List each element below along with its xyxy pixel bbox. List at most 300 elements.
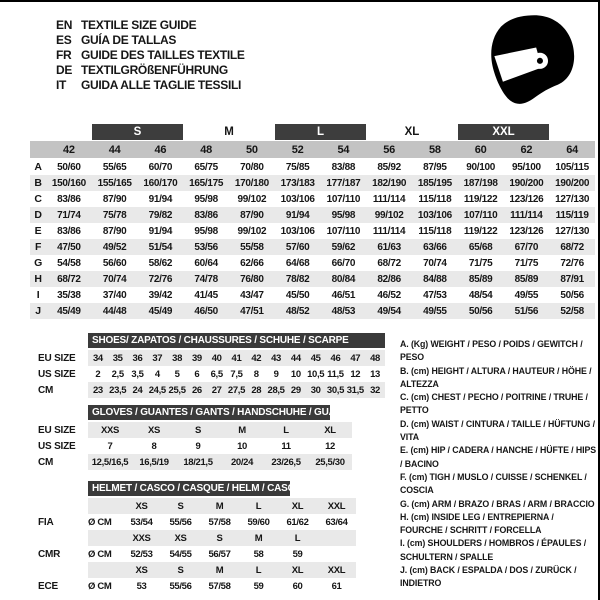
size-value: 41 (231, 352, 242, 364)
size-value: S (195, 424, 201, 436)
measurement-row-label: G (34, 257, 42, 269)
row-label (30, 562, 88, 578)
size-value: 52/58 (560, 305, 584, 317)
size-group-label (46, 124, 92, 140)
numeric-size: 48 (200, 143, 212, 156)
helmet-value-row (30, 514, 356, 530)
size-value: M (238, 424, 246, 436)
size-value: 45 (310, 352, 321, 364)
size-value: 95/100 (511, 161, 541, 173)
language-code: DE (56, 62, 73, 77)
size-value: 95/98 (194, 193, 218, 205)
empty-cell (88, 530, 122, 546)
size-value: 45/50 (285, 289, 310, 301)
size-value: 170/180 (234, 177, 269, 189)
racing-helmet-icon (482, 8, 577, 108)
size-label: XXL (327, 500, 346, 512)
empty-cell (88, 562, 122, 578)
size-value: 103/106 (417, 209, 452, 221)
size-value: 83/86 (194, 209, 218, 221)
language-code: IT (56, 77, 67, 92)
size-value: 40 (211, 352, 222, 364)
size-value: 55/65 (102, 161, 127, 173)
table-title: HELMET / CASCO / CASQUE / HELM / CASCO (88, 481, 290, 496)
legend-item: D. (cm) WAIST / CINTURA / TAILLE / HÜFTUNG / VITA (400, 418, 595, 443)
size-value: 60 (292, 580, 303, 592)
diameter-unit-label: Ø CM (88, 580, 112, 592)
size-value: 64/68 (285, 257, 310, 269)
size-value: 31,5 (346, 384, 364, 396)
legend-item: H. (cm) INSIDE LEG / ENTREPIERNA / FOURCHE / SCHRITT / FORCELLA (400, 511, 554, 536)
size-value: 91/94 (148, 225, 173, 237)
size-value: 66/70 (331, 257, 356, 269)
size-value: 83/86 (57, 193, 81, 205)
gloves-size-table (30, 405, 352, 470)
size-label: M (254, 532, 263, 544)
size-value: 99/102 (374, 209, 404, 221)
size-value: 127/130 (555, 193, 590, 205)
size-value: 16,5/19 (139, 456, 169, 468)
size-value: 57/58 (208, 516, 231, 528)
size-label: L (255, 500, 262, 512)
size-value: 63/66 (423, 241, 447, 253)
size-value: 54/58 (57, 257, 81, 269)
size-value: 38 (172, 352, 183, 364)
language-row (56, 32, 245, 47)
size-value: 9 (273, 368, 279, 380)
size-value: 18/21,5 (183, 456, 213, 468)
size-value: 50/56 (468, 305, 493, 317)
size-value: 44/48 (102, 305, 127, 317)
size-value: 46/51 (331, 289, 356, 301)
size-value: 50/56 (560, 289, 584, 301)
value-strip (88, 546, 356, 562)
size-value: 185/195 (417, 177, 452, 189)
language-title-list (56, 17, 245, 92)
size-value: 2,5 (111, 368, 124, 380)
size-value: 11 (281, 440, 291, 452)
size-value: 57/60 (285, 241, 310, 253)
numeric-size: 60 (474, 143, 487, 156)
size-value: 62/66 (240, 257, 264, 269)
size-value: 74/78 (194, 273, 218, 285)
row-label (30, 498, 88, 514)
size-value: 85/89 (468, 273, 493, 285)
size-label: L (255, 564, 262, 576)
size-value: 60/64 (194, 257, 218, 269)
size-value: 10,5 (307, 368, 325, 380)
size-value: 85/89 (514, 273, 539, 285)
size-value: 49/54 (377, 305, 401, 317)
size-value: 12 (350, 368, 361, 380)
legend-item: I. (cm) SHOULDERS / HOMBROS / ÉPAULES / SCHULTERN / SPALLE (400, 538, 587, 562)
size-value: 87/91 (560, 273, 584, 285)
size-value: 48/53 (331, 305, 356, 317)
size-value: 2 (95, 368, 101, 380)
size-value: 71/75 (468, 257, 493, 269)
size-group-label: XL (404, 126, 420, 138)
size-label: XL (291, 564, 304, 576)
size-value: 71/75 (514, 257, 539, 269)
size-value: 47/50 (57, 241, 81, 253)
size-value: 78/82 (285, 273, 310, 285)
guide-title: TEXTILE SIZE GUIDE (81, 17, 197, 32)
helmet-value-row (30, 546, 356, 562)
size-group-bar: S (92, 124, 184, 140)
size-value: L (283, 424, 289, 436)
size-value: 65/75 (194, 161, 218, 173)
size-label: XS (174, 532, 187, 544)
guide-title: TEXTILGRÖßENFÜHRUNG (81, 62, 228, 77)
size-value: 75/85 (285, 161, 310, 173)
guide-title: GUIDA ALLE TAGLIE TESSILI (81, 77, 242, 92)
value-strip (88, 422, 352, 438)
language-row (56, 77, 245, 92)
numeric-size: 62 (520, 143, 533, 156)
size-value: 111/114 (372, 193, 406, 205)
diameter-unit-label: Ø CM (88, 516, 112, 528)
size-value: 103/106 (280, 225, 315, 237)
measurement-row-label: E (34, 225, 42, 237)
size-value: 29 (290, 384, 301, 396)
standard-label: CMR (38, 548, 61, 560)
size-group-label: M (224, 126, 234, 138)
language-row (56, 47, 245, 62)
size-value: 150/160 (51, 177, 86, 189)
size-value: 61/63 (377, 241, 401, 253)
size-value: 30,5 (326, 384, 344, 396)
size-value: 54/55 (169, 548, 192, 560)
size-value: 71/74 (57, 209, 81, 221)
numeric-size: 64 (566, 143, 578, 156)
size-value: 55/56 (169, 516, 192, 528)
size-value: 87/90 (102, 193, 127, 205)
size-value: 68/72 (560, 241, 584, 253)
row-label: CM (38, 456, 54, 468)
size-value: 107/110 (326, 193, 361, 205)
size-value: 51/56 (514, 305, 539, 317)
measurement-row-label: J (35, 305, 41, 317)
size-value: 87/95 (423, 161, 447, 173)
size-value: 26 (191, 384, 202, 396)
measurement-row (30, 271, 595, 287)
size-value: 25,5/30 (315, 456, 345, 468)
size-value: 115/118 (418, 225, 452, 237)
measurement-row (30, 223, 595, 239)
language-code: EN (56, 17, 73, 32)
size-value: 51/54 (148, 241, 173, 253)
size-value: 28,5 (267, 384, 285, 396)
size-value: 47/51 (240, 305, 264, 317)
numeric-size: 58 (429, 143, 441, 156)
size-value: 48/52 (285, 305, 310, 317)
size-value: 39 (191, 352, 202, 364)
size-value: 63/64 (325, 516, 348, 528)
size-value: 12,5/16,5 (91, 456, 129, 468)
size-value: 90/100 (466, 161, 496, 173)
size-value: 28 (251, 384, 262, 396)
size-value: 37/40 (102, 289, 127, 301)
legend-item: B. (cm) HEIGHT / ALTURA / HAUTEUR / HÖHE / ALTEZZA (400, 365, 592, 389)
numeric-size: 50 (246, 143, 258, 156)
size-value: 60/70 (148, 161, 173, 173)
size-label: M (215, 564, 224, 576)
size-value: 20/24 (230, 456, 254, 468)
size-value: 58 (253, 548, 264, 560)
size-value: XS (148, 424, 160, 436)
value-strip (88, 382, 385, 398)
language-row (56, 17, 245, 32)
size-label: XXL (327, 564, 346, 576)
size-value: 103/106 (280, 193, 315, 205)
size-value: 123/126 (509, 193, 544, 205)
measurement-row-label: B (34, 177, 42, 189)
size-label: XS (135, 564, 148, 576)
size-value: 6,5 (210, 368, 223, 380)
size-value: 61 (331, 580, 342, 592)
size-value: 4 (154, 368, 160, 380)
size-value: 87/90 (102, 225, 127, 237)
size-value: 56/60 (102, 257, 127, 269)
measurement-row (30, 207, 595, 223)
size-strip (88, 530, 356, 546)
size-value: 80/84 (331, 273, 356, 285)
guide-title: GUÍA DE TALLAS (81, 32, 177, 47)
size-value: 119/122 (463, 225, 498, 237)
legend-item: C. (cm) CHEST / PECHO / POITRINE / TRUHE / PETTO (400, 392, 588, 416)
standard-label: ECE (38, 580, 58, 592)
size-value: 72/76 (560, 257, 584, 269)
numeric-size: 46 (154, 143, 167, 156)
size-value: 59 (292, 548, 303, 560)
size-value: 10 (290, 368, 301, 380)
size-value: 23/26,5 (271, 456, 301, 468)
helmet-size-row (30, 530, 356, 546)
diameter-unit-label: Ø CM (88, 548, 112, 560)
helmet-size-row (30, 562, 356, 578)
size-value: 46/52 (377, 289, 401, 301)
table-row (30, 422, 352, 438)
measurement-row-label: C (34, 193, 42, 205)
numeric-size: 42 (63, 143, 75, 156)
size-label: S (177, 500, 184, 512)
size-value: 53/56 (194, 241, 218, 253)
table-row (30, 438, 352, 454)
size-value: 68/72 (57, 273, 81, 285)
legend-item: J. (cm) BACK / ESPALDA / DOS / ZURÜCK / INDIETRO (400, 565, 577, 589)
size-value: 190/200 (509, 177, 544, 189)
measurement-row-label: A (34, 161, 42, 173)
size-value: 50/60 (57, 161, 81, 173)
size-value: 127/130 (555, 225, 590, 237)
measurement-legend (400, 338, 597, 591)
size-value: 8 (253, 368, 259, 380)
size-value: 87/90 (240, 209, 264, 221)
size-value: 79/82 (148, 209, 173, 221)
size-value: 84/88 (423, 273, 447, 285)
value-strip (88, 514, 356, 530)
size-value: 56/57 (208, 548, 231, 560)
size-value: 91/94 (148, 193, 173, 205)
size-value: 76/80 (240, 273, 264, 285)
size-value: 75/78 (102, 209, 127, 221)
size-value: 43 (271, 352, 281, 364)
table-title: SHOES/ ZAPATOS / CHAUSSURES / SCHUHE / SCARPE (88, 333, 385, 348)
size-value: 23,5 (109, 384, 127, 396)
textile-size-table (30, 124, 595, 319)
size-value: 8 (151, 440, 157, 452)
size-value: 187/198 (463, 177, 498, 189)
size-value: 68/72 (377, 257, 401, 269)
measurement-row-label: H (34, 273, 42, 285)
measurement-row (30, 287, 595, 303)
size-value: 190/200 (555, 177, 590, 189)
value-strip (88, 350, 385, 366)
size-value: 7 (107, 440, 113, 452)
legend-item: E. (cm) HIP / CADERA / HANCHE / HÜFTE / HIPS / BACINO (400, 445, 596, 469)
legend-item: G. (cm) ARM / BRAZO / BRAS / ARM / BRACCIO (400, 498, 595, 509)
size-value: 165/175 (189, 177, 224, 189)
shoes-size-table (30, 333, 385, 398)
value-strip (88, 454, 352, 470)
size-value: 59/62 (331, 241, 356, 253)
size-value: 160/170 (143, 177, 178, 189)
size-label: M (215, 500, 224, 512)
language-row (56, 62, 245, 77)
size-value: 49/55 (514, 289, 539, 301)
size-value: 46 (330, 352, 341, 364)
size-group-bar: XXL (458, 124, 550, 140)
size-group-header-row (30, 124, 595, 140)
size-value: 25,5 (168, 384, 186, 396)
size-value: 99/102 (237, 225, 267, 237)
size-value: 36 (132, 352, 143, 364)
size-value: 46/50 (194, 305, 218, 317)
helmet-value-row (30, 578, 356, 594)
measurement-row (30, 255, 595, 271)
measurement-row-label: I (36, 289, 40, 301)
size-value: 83/86 (57, 225, 81, 237)
row-label: EU SIZE (38, 424, 76, 436)
size-value: 70/80 (240, 161, 264, 173)
size-value: 182/190 (372, 177, 407, 189)
size-value: 47 (350, 352, 361, 364)
size-value (317, 546, 356, 562)
size-value: 53 (136, 580, 147, 592)
size-label: L (294, 532, 301, 544)
size-value: 45/49 (57, 305, 81, 317)
size-value: 49/52 (102, 241, 127, 253)
size-value: 72/76 (148, 273, 173, 285)
value-strip (88, 366, 385, 382)
size-value: 67/70 (514, 241, 539, 253)
size-value: 27,5 (227, 384, 246, 396)
size-value: 48 (370, 352, 380, 364)
measurement-row-label: D (34, 209, 42, 221)
size-value: 37 (152, 352, 163, 364)
size-value: 48/54 (468, 289, 493, 301)
size-value: 119/122 (463, 193, 498, 205)
value-strip (88, 438, 352, 454)
size-value: 123/126 (509, 225, 544, 237)
size-value: 49/55 (423, 305, 447, 317)
size-value: 99/102 (237, 193, 267, 205)
measurement-row (30, 303, 595, 319)
measurement-row-label: F (34, 241, 42, 253)
size-value: 47/53 (423, 289, 447, 301)
size-value: 70/74 (423, 257, 447, 269)
size-value: 52/53 (130, 548, 153, 560)
size-value: 82/86 (377, 273, 401, 285)
size-value: 39/42 (148, 289, 173, 301)
size-group-bar: L (275, 124, 367, 140)
size-value: 24 (132, 384, 143, 396)
size-value: 155/165 (97, 177, 132, 189)
size-value: 42 (251, 352, 262, 364)
row-label: US SIZE (38, 368, 76, 380)
size-value: 35/38 (57, 289, 81, 301)
size-value: 91/94 (285, 209, 310, 221)
size-value: 59 (253, 580, 264, 592)
size-value: XXS (101, 424, 119, 436)
racing-helmet-icon (482, 8, 577, 108)
numeric-size: 44 (108, 143, 121, 156)
size-value: 41/45 (194, 289, 218, 301)
size-value: 107/110 (463, 209, 498, 221)
size-value: 65/68 (468, 241, 493, 253)
size-label (317, 530, 356, 546)
size-value: 85/92 (377, 161, 401, 173)
row-label: US SIZE (38, 440, 76, 452)
size-label: XL (291, 500, 304, 512)
numeric-size: 52 (291, 143, 304, 156)
corner-cell (30, 141, 46, 158)
size-value: 9 (195, 440, 201, 452)
measurement-row (30, 159, 595, 175)
size-value: 6 (194, 368, 200, 380)
helmet-size-table (30, 481, 356, 594)
size-value: 95/98 (331, 209, 356, 221)
size-value: 55/56 (169, 580, 192, 592)
size-value: 61/62 (286, 516, 309, 528)
row-label: EU SIZE (38, 352, 76, 364)
measurement-row (30, 175, 595, 191)
empty-cell (88, 498, 122, 514)
size-value: 58/62 (148, 257, 173, 269)
size-value: 24,5 (148, 384, 166, 396)
size-value: 45/49 (148, 305, 173, 317)
size-value: 13 (370, 368, 380, 380)
size-value: 83/88 (331, 161, 356, 173)
size-strip (88, 562, 356, 578)
size-value: XL (324, 424, 336, 436)
table-row (30, 454, 352, 470)
language-code: FR (56, 47, 72, 62)
measurement-row (30, 239, 595, 255)
language-code: ES (56, 32, 72, 47)
size-value: 107/110 (326, 225, 361, 237)
size-value: 3,5 (131, 368, 144, 380)
size-value: 27 (211, 384, 222, 396)
helmet-size-row (30, 498, 356, 514)
size-value: 44 (290, 352, 301, 364)
size-value: 177/187 (326, 177, 361, 189)
standard-label: FIA (38, 516, 54, 528)
size-value: 115/118 (418, 193, 452, 205)
row-label (30, 530, 88, 546)
legend-item: F. (cm) TIGH / MUSLO / CUISSE / SCHENKEL / COSCIA (400, 471, 587, 496)
table-row (30, 350, 385, 366)
